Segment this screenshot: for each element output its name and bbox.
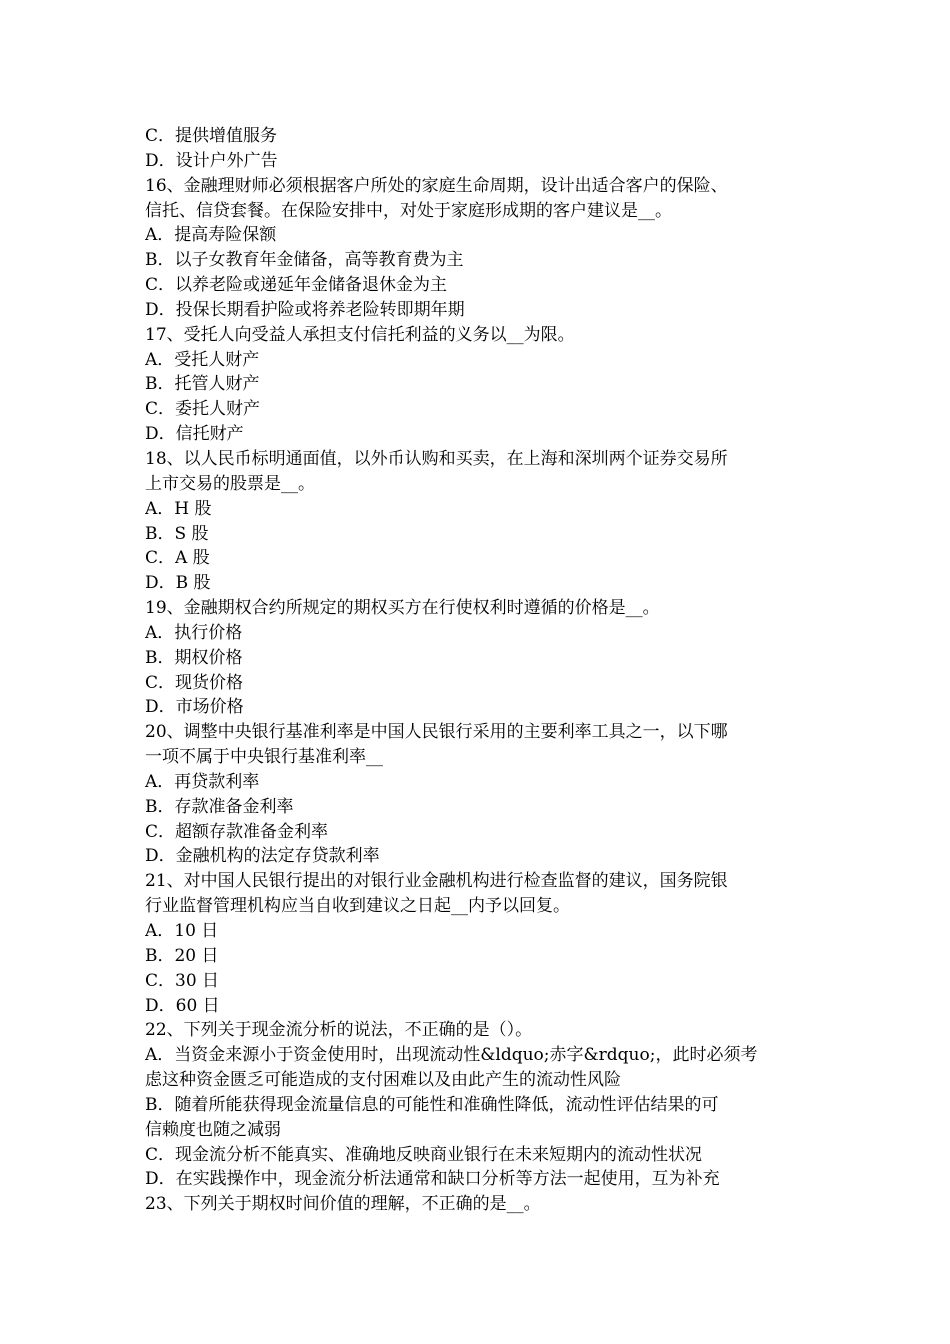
- text-line: B．20 日: [145, 945, 219, 966]
- text-line: 行业监督管理机构应当自收到建议之日起__内予以回复。: [145, 896, 570, 917]
- text-line: C．委托人财产: [145, 399, 261, 420]
- text-line: C．现货价格: [145, 672, 244, 693]
- text-line: D．B 股: [145, 573, 211, 594]
- text-line: D．金融机构的法定存贷款利率: [145, 846, 380, 867]
- text-line: D．在实践操作中，现金流分析法通常和缺口分析等方法一起使用，互为补充: [145, 1169, 720, 1190]
- text-line: 虑这种资金匮乏可能造成的支付困难以及由此产生的流动性风险: [145, 1070, 621, 1091]
- text-line: 上市交易的股票是__。: [145, 473, 315, 494]
- text-line: B．托管人财产: [145, 374, 260, 395]
- text-line: 17、受托人向受益人承担支付信托利益的义务以__为限。: [145, 324, 575, 345]
- text-line: 18、以人民币标明通面值，以外币认购和买卖，在上海和深圳两个证券交易所: [145, 448, 728, 469]
- text-line: B．期权价格: [145, 647, 243, 668]
- text-line: 23、下列关于期权时间价值的理解，不正确的是__。: [145, 1194, 541, 1215]
- text-line: D．市场价格: [145, 697, 244, 718]
- text-line: D．设计户外广告: [145, 150, 278, 171]
- text-line: C．超额存款准备金利率: [145, 821, 329, 842]
- text-line: C．30 日: [145, 970, 220, 991]
- text-line: D．60 日: [145, 995, 220, 1016]
- text-line: A．受托人财产: [145, 349, 260, 370]
- text-line: A．10 日: [145, 921, 219, 941]
- text-line: 16、金融理财师必须根据客户所处的家庭生命周期，设计出适合客户的保险、: [145, 175, 728, 196]
- text-line: C．以养老险或递延年金储备退休金为主: [145, 275, 448, 296]
- text-line: 21、对中国人民银行提出的对银行业金融机构进行检查监督的建议，国务院银: [145, 871, 728, 892]
- text-line: D．信托财产: [145, 424, 244, 445]
- text-line: B．S 股: [145, 523, 209, 544]
- text-line: D．投保长期看护险或将养老险转即期年期: [145, 299, 465, 320]
- text-line: A．再贷款利率: [145, 771, 260, 792]
- text-line: 信赖度也随之减弱: [145, 1119, 281, 1140]
- text-line: A．H 股: [145, 498, 212, 519]
- text-line: B．随着所能获得现金流量信息的可能性和准确性降低，流动性评估结果的可: [145, 1094, 719, 1115]
- text-line: 22、下列关于现金流分析的说法，不正确的是（）。: [145, 1020, 533, 1041]
- text-line: 一项不属于中央银行基准利率__: [145, 747, 383, 768]
- text-line: B．以子女教育年金储备，高等教育费为主: [145, 250, 464, 271]
- text-line: C．A 股: [145, 548, 210, 569]
- text-line: A．提高寿险保额: [145, 225, 277, 246]
- text-line: 20、调整中央银行基准利率是中国人民银行采用的主要利率工具之一，以下哪: [145, 722, 728, 743]
- text-line: A．执行价格: [145, 622, 243, 643]
- text-line: 19、金融期权合约所规定的期权买方在行使权利时遵循的价格是__。: [145, 598, 660, 619]
- text-line: B．存款准备金利率: [145, 796, 294, 817]
- text-line: C．提供增值服务: [145, 126, 278, 146]
- document-body: [145, 124, 810, 1217]
- text-line: 信托、信贷套餐。在保险安排中，对处于家庭形成期的客户建议是__。: [145, 200, 672, 221]
- text-line: A．当资金来源小于资金使用时，出现流动性&ldquo;赤字&rdquo;，此时必须考: [145, 1045, 758, 1066]
- text-line: C．现金流分析不能真实、准确地反映商业银行在未来短期内的流动性状况: [145, 1144, 703, 1165]
